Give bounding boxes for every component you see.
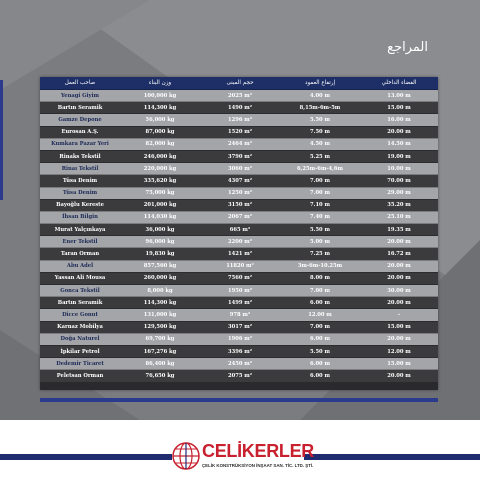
references-table — [40, 77, 438, 390]
table-row — [40, 345, 438, 357]
table-row — [40, 370, 438, 382]
logo-name: CELİKERLER — [202, 441, 315, 461]
header-inner-span: الفضاء الداخلي — [360, 77, 438, 90]
cell-building-area: 1499 m² — [200, 297, 280, 309]
cell-inner-span: 16.72 m — [360, 248, 438, 260]
cell-column-height: 8.00 m — [280, 272, 360, 284]
cell-employer: Rinaks Tekstil — [40, 150, 120, 162]
cell-building-area: 2450 m² — [200, 358, 280, 370]
table-row — [40, 358, 438, 370]
cell-building-area: 2067 m² — [200, 211, 280, 223]
cell-building-area: 2075 m² — [200, 370, 280, 382]
cell-building-weight: 857,560 kg — [120, 260, 200, 272]
cell-employer: Dicce Gonut — [40, 309, 120, 321]
cell-building-weight: 129,500 kg — [120, 321, 200, 333]
cell-building-area: 3790 m² — [200, 150, 280, 162]
cell-building-area: 3060 m² — [200, 163, 280, 175]
cell-building-area: 1906 m² — [200, 333, 280, 345]
cell-inner-span: 29.00 m — [360, 187, 438, 199]
cell-inner-span: 12.00 m — [360, 345, 438, 357]
table-row — [40, 321, 438, 333]
cell-building-area: 2025 m² — [200, 90, 280, 102]
table-row — [40, 138, 438, 150]
cell-inner-span: 14.50 m — [360, 138, 438, 150]
cell-column-height: 8,15m-6m-5m — [280, 102, 360, 114]
cell-building-area: 978 m² — [200, 309, 280, 321]
cell-employer: Gonca Tekstil — [40, 285, 120, 297]
company-logo — [172, 441, 315, 473]
accent-bar — [40, 398, 438, 402]
cell-employer: Tüsa Denim — [40, 175, 120, 187]
cell-building-weight: 335,620 kg — [120, 175, 200, 187]
cell-column-height: 5.50 m — [280, 224, 360, 236]
cell-column-height: 7.00 m — [280, 321, 360, 333]
table-row — [40, 211, 438, 223]
cell-employer: Kumkara Pazar Yeri — [40, 138, 120, 150]
cell-inner-span: 20.00 m — [360, 236, 438, 248]
cell-column-height: 7.00 m — [280, 187, 360, 199]
cell-column-height: 6,25m-6m-4,6m — [280, 163, 360, 175]
cell-employer: Bartın Seramik — [40, 102, 120, 114]
cell-building-area: 1250 m² — [200, 187, 280, 199]
cell-inner-span: 20.00 m — [360, 333, 438, 345]
cell-column-height: 5.00 m — [280, 236, 360, 248]
footer-right-bar — [304, 454, 480, 460]
cell-column-height: 7.40 m — [280, 211, 360, 223]
cell-employer: Taran Orman — [40, 248, 120, 260]
cell-building-weight: 19,830 kg — [120, 248, 200, 260]
cell-employer: Bayoğlu Kereste — [40, 199, 120, 211]
cell-employer: Eurosan A.Ş. — [40, 126, 120, 138]
table-row — [40, 175, 438, 187]
cell-inner-span: 19.00 m — [360, 150, 438, 162]
cell-building-area: 2464 m² — [200, 138, 280, 150]
cell-building-area: 3150 m² — [200, 199, 280, 211]
cell-column-height: 5.50 m — [280, 345, 360, 357]
cell-inner-span: - — [360, 309, 438, 321]
page-title: المراجع — [387, 40, 428, 55]
cell-building-weight: 260,000 kg — [120, 272, 200, 284]
table-footer — [40, 382, 438, 390]
table-row — [40, 199, 438, 211]
cell-employer: İpkilar Petrol — [40, 345, 120, 357]
cell-building-weight: 76,650 kg — [120, 370, 200, 382]
cell-employer: Yassan Ali Mousa — [40, 272, 120, 284]
cell-column-height: 7.50 m — [280, 126, 360, 138]
cell-inner-span: 13.00 m — [360, 90, 438, 102]
cell-inner-span: 20.00 m — [360, 126, 438, 138]
cell-column-height: 7.00 m — [280, 175, 360, 187]
cell-building-area: 7560 m² — [200, 272, 280, 284]
cell-inner-span: 25.10 m — [360, 211, 438, 223]
cell-building-weight: 246,000 kg — [120, 150, 200, 162]
table-row — [40, 333, 438, 345]
cell-inner-span: 30.00 m — [360, 285, 438, 297]
cell-building-area: 1490 m² — [200, 102, 280, 114]
table-header-row — [40, 77, 438, 90]
header-building-area: حجم المبنى — [200, 77, 280, 90]
cell-inner-span: 20.00 m — [360, 297, 438, 309]
cell-employer: Murat Yalçınkaya — [40, 224, 120, 236]
cell-building-weight: 100,000 kg — [120, 90, 200, 102]
cell-building-weight: 86,400 kg — [120, 358, 200, 370]
cell-employer: Yenagi Giyim — [40, 90, 120, 102]
header-building-weight: وزن البناء — [120, 77, 200, 90]
cell-building-area: 3396 m² — [200, 345, 280, 357]
cell-inner-span: 15.00 m — [360, 358, 438, 370]
cell-building-weight: 82,000 kg — [120, 138, 200, 150]
cell-employer: Gamze Depone — [40, 114, 120, 126]
cell-employer: Karnaz Mobilya — [40, 321, 120, 333]
cell-building-weight: 114,300 kg — [120, 102, 200, 114]
cell-column-height: 6.00 m — [280, 370, 360, 382]
cell-employer: Peletsan Orman — [40, 370, 120, 382]
table-row — [40, 309, 438, 321]
cell-employer: Bartın Seramik — [40, 297, 120, 309]
cell-building-weight: 201,000 kg — [120, 199, 200, 211]
cell-employer: Abu Adel — [40, 260, 120, 272]
cell-building-area: 3017 m² — [200, 321, 280, 333]
cell-column-height: 6.00 m — [280, 358, 360, 370]
table-row — [40, 260, 438, 272]
logo-subtitle: ÇELİK KONSTRÜKSİYON İNŞAAT SAN. TİC. LTD. ŞTİ. — [202, 463, 314, 468]
cell-column-height: 4.50 m — [280, 138, 360, 150]
cell-building-area: 1421 m² — [200, 248, 280, 260]
cell-building-weight: 8,000 kg — [120, 285, 200, 297]
header-employer: صاحب العمل — [40, 77, 120, 90]
cell-column-height: 5.25 m — [280, 150, 360, 162]
cell-inner-span: 10.00 m — [360, 163, 438, 175]
cell-employer: Ener Tekstil — [40, 236, 120, 248]
cell-building-weight: 114,300 kg — [120, 297, 200, 309]
cell-building-area: 11820 m² — [200, 260, 280, 272]
cell-building-weight: 220,000 kg — [120, 163, 200, 175]
cell-building-area: 2200 m² — [200, 236, 280, 248]
cell-inner-span: 20.00 m — [360, 260, 438, 272]
cell-building-area: 1950 m² — [200, 285, 280, 297]
cell-inner-span: 15.00 m — [360, 102, 438, 114]
table-row — [40, 90, 438, 102]
cell-building-weight: 114,030 kg — [120, 211, 200, 223]
cell-building-weight: 131,000 kg — [120, 309, 200, 321]
cell-employer: Tüsa Denim — [40, 187, 120, 199]
cell-building-weight: 36,000 kg — [120, 224, 200, 236]
cell-building-area: 1296 m² — [200, 114, 280, 126]
footer-left-bar — [0, 454, 172, 460]
cell-inner-span: 70.00 m — [360, 175, 438, 187]
cell-column-height: 3m-6m-10.25m — [280, 260, 360, 272]
cell-column-height: 7.10 m — [280, 199, 360, 211]
cell-building-weight: 87,000 kg — [120, 126, 200, 138]
cell-building-weight: 167,276 kg — [120, 345, 200, 357]
cell-column-height: 12.00 m — [280, 309, 360, 321]
cell-column-height: 6.00 m — [280, 333, 360, 345]
cell-employer: Doğa Naturel — [40, 333, 120, 345]
table-row — [40, 297, 438, 309]
cell-column-height: 5.50 m — [280, 114, 360, 126]
cell-inner-span: 16.00 m — [360, 114, 438, 126]
cell-column-height: 7.25 m — [280, 248, 360, 260]
cell-employer: Dedemir Ticaret — [40, 358, 120, 370]
cell-column-height: 6.00 m — [280, 297, 360, 309]
globe-icon — [172, 441, 200, 471]
cell-building-weight: 96,000 kg — [120, 236, 200, 248]
cell-employer: Rinaı Tekstil — [40, 163, 120, 175]
cell-inner-span: 35.20 m — [360, 199, 438, 211]
cell-inner-span: 20.00 m — [360, 370, 438, 382]
table-row — [40, 224, 438, 236]
cell-building-weight: 75,000 kg — [120, 187, 200, 199]
cell-employer: İhsan Bilgin — [40, 211, 120, 223]
cell-building-area: 1520 m² — [200, 126, 280, 138]
table-row — [40, 248, 438, 260]
table-row — [40, 114, 438, 126]
cell-inner-span: 20.00 m — [360, 272, 438, 284]
table-row — [40, 163, 438, 175]
table-row — [40, 150, 438, 162]
cell-building-weight: 56,000 kg — [120, 114, 200, 126]
table-row — [40, 236, 438, 248]
cell-column-height: 7.00 m — [280, 285, 360, 297]
cell-building-area: 4307 m² — [200, 175, 280, 187]
table-row — [40, 126, 438, 138]
cell-inner-span: 15.00 m — [360, 321, 438, 333]
table-row — [40, 187, 438, 199]
table-row — [40, 102, 438, 114]
cell-column-height: 4.00 m — [280, 90, 360, 102]
table-row — [40, 272, 438, 284]
table-row — [40, 285, 438, 297]
header-column-height: إرتفاع العمود — [280, 77, 360, 90]
cell-building-area: 665 m² — [200, 224, 280, 236]
cell-inner-span: 19.35 m — [360, 224, 438, 236]
cell-building-weight: 69,700 kg — [120, 333, 200, 345]
